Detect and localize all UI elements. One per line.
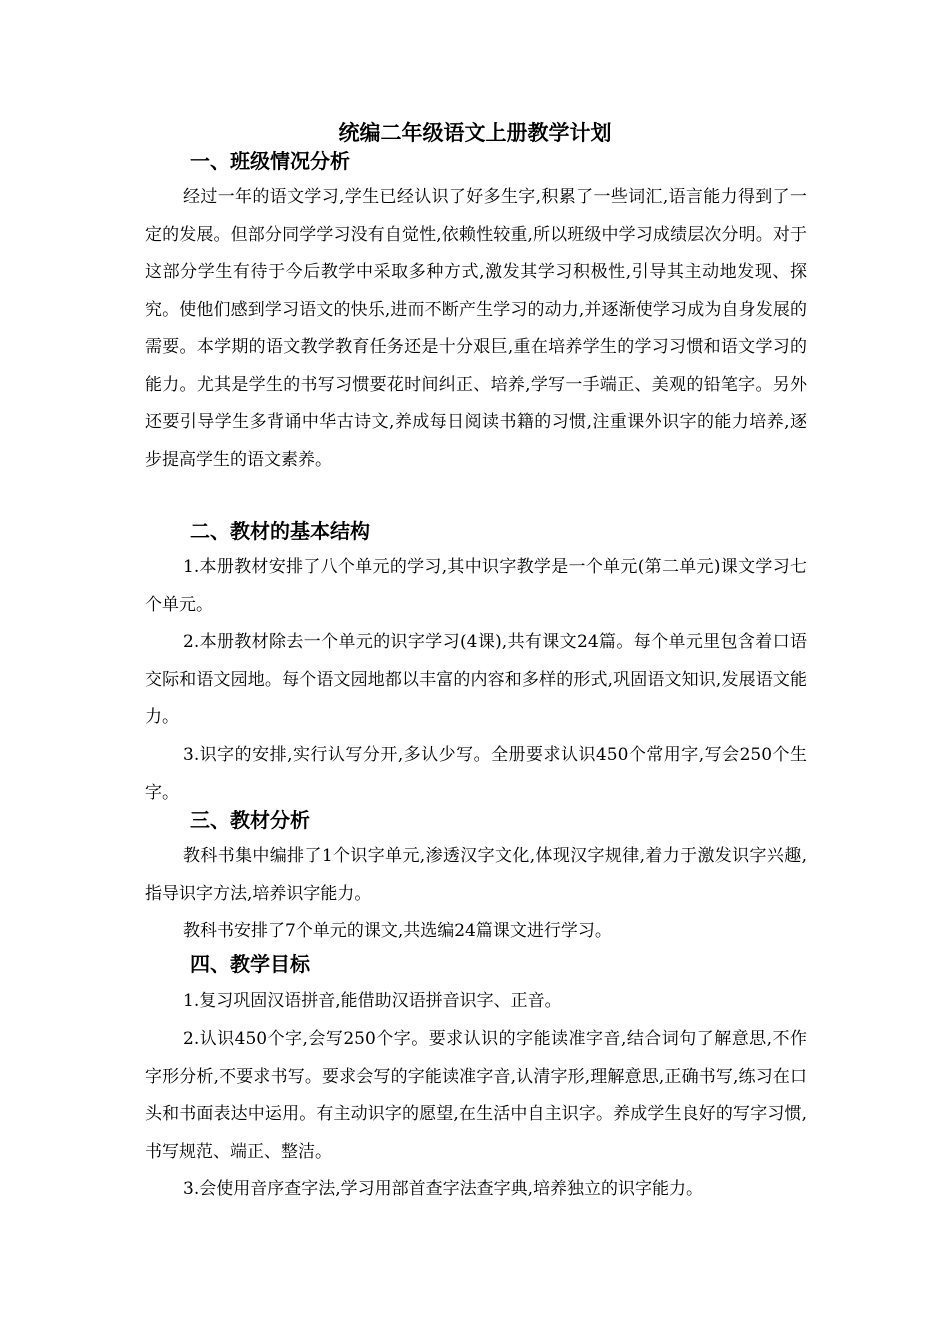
paragraph-goals-2: 2.认识450个字,会写250个字。要求认识的字能读准字音,结合词句了解意思,不作字形分析,不要求书写。要求会写的字能读准字音,认清字形,理解意思,正确书写,练习在口头和书面表达中运用。有主动识字的愿望,在生活中自主识字。养成学生良好的写字习惯,书写规范、端正、整洁。: [145, 1029, 807, 1162]
paragraph-goals-3: 3.会使用音序查字法,学习用部首查字法查字典,培养独立的识字能力。: [183, 1179, 704, 1199]
paragraph-structure-3: 3.识字的安排,实行认写分开,多认少写。全册要求认识450个常用字,写会250个生字。: [145, 745, 807, 803]
paragraph-structure-2: 2.本册教材除去一个单元的识字学习(4课),共有课文24篇。每个单元里包含着口语交际和语文园地。每个语文园地都以丰富的内容和多样的形式,巩固语文知识,发展语文能力。: [145, 632, 807, 727]
section-heading-textbook-analysis: 三、教材分析: [190, 808, 310, 832]
section-heading-textbook-structure: 二、教材的基本结构: [190, 519, 370, 543]
section-heading-teaching-goals: 四、教学目标: [190, 952, 310, 976]
section-heading-class-analysis: 一、班级情况分析: [190, 149, 350, 173]
document-title: 统编二年级语文上册教学计划: [338, 121, 612, 145]
paragraph-goals-1: 1.复习巩固汉语拼音,能借助汉语拼音识字、正音。: [183, 991, 562, 1011]
paragraph-analysis-2: 教科书安排了7个单元的课文,共选编24篇课文进行学习。: [183, 921, 612, 941]
paragraph-class-analysis: 经过一年的语文学习,学生已经认识了好多生字,积累了一些词汇,语言能力得到了一定的发展。但部分同学学习没有自觉性,依赖性较重,所以班级中学习成绩层次分明。对于这部分学生有待于今后教学中采取多种方式,激发其学习积极性,引导其主动地发现、探究。使他们感到学习语文的快乐,进而不断产生学习的动力,并逐渐使学习成为自身发展的需要。本学期的语文教学教育任务还是十分艰巨,重在培养学生的学习习惯和语文学习的能力。尤其是学生的书写习惯要花时间纠正、培养,学写一手端正、美观的铅笔字。另外还要引导学生多背诵中华古诗文,养成每日阅读书籍的习惯,注重课外识字的能力培养,逐步提高学生的语文素养。: [145, 187, 807, 470]
paragraph-analysis-1: 教科书集中编排了1个识字单元,渗透汉字文化,体现汉字规律,着力于激发识字兴趣,指导识字方法,培养识字能力。: [145, 846, 807, 904]
paragraph-structure-1: 1.本册教材安排了八个单元的学习,其中识字教学是一个单元(第二单元)课文学习七个单元。: [145, 557, 807, 615]
